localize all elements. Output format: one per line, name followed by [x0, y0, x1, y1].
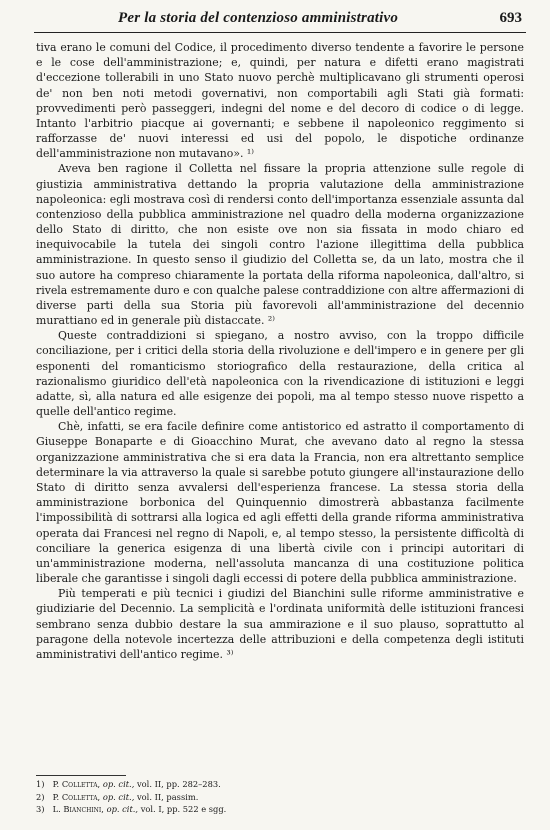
- footnote: [36, 778, 336, 791]
- page-number: 693: [499, 10, 522, 26]
- paragraph: Più temperati e più tecnici i giudizi del Bianchini sulle riforme amministrative e giudiziarie del Decennio. La semplicità e l'ordinata uniformità delle istituzioni francesi sembrano senza dubbio destare la sua ammirazione e il suo plauso, soprattutto al paragone della notevole incertezza delle attribuzioni e della competenza degli istituti amministrativi dell'antico regime. ³⁾: [36, 587, 524, 661]
- paragraph: Chè, infatti, se era facile definire come antistorico ed astratto il comportamento di Giuseppe Bonaparte e di Gioacchino Murat, che avevano dato al regno la stessa organizzazione amministrativa che si era data la Francia, non era altrettanto semplice determinare la via attraverso la quale si sarebbe potuto giungere all'instaurazione dello Stato di diritto senza avvalersi dell'esperienza francese. La stessa storia della amministrazione borbonica del Quinquennio dimostrerà abbastanza facilmente l'impossibilità di sottrarsi alla logica ed agli effetti della grande riforma amministrativa operata dai Francesi nel regno di Napoli, e, al tempo stesso, la persistente difficoltà di conciliare la generica esigenza di una libertà civile con i principi autoritari di un'amministrazione moderna, nell'assoluta mancanza di una costituzione politica liberale che garantisse i singoli dagli eccessi di potere della pubblica amministrazione.: [36, 420, 524, 586]
- footnote-cit: op. cit.,: [102, 791, 135, 802]
- footnote-ref: vol. II, passim.: [136, 791, 199, 802]
- footnote-number: 3): [36, 804, 45, 815]
- footnotes: [36, 778, 336, 816]
- footnote-author: L. Bianchini,: [52, 804, 104, 815]
- footnote-cit: op. cit.,: [102, 779, 135, 789]
- footnote-number: 2): [36, 791, 45, 802]
- running-title: Per la storia del contenzioso amministrativo: [118, 10, 399, 26]
- footnote: [36, 803, 336, 816]
- footnote-number: 1): [36, 779, 45, 789]
- paragraph: Aveva ben ragione il Colletta nel fissare la propria attenzione sulle regole di giustizia amministrativa dettando la propria valutazione della amministrazione napoleonica: egli mostrava così di rendersi conto dell'importanza essenziale assunta dal contenzioso della pubblica amministrazione nel quadro della moderna organizzazione dello Stato di diritto, che non esiste ove non sia fissata in modo chiaro ed inequivocabile la tutela dei singoli contro l'azione illegittima della pubblica amministrazione. In questo senso il giudizio del Colletta se, da un lato, mostra che il suo autore ha compreso chiaramente la portata della riforma napoleonica, dall'altro, si rivela estremamente duro e con qualche palese contraddizione con altre affermazioni di diverse parti della sua Storia più favorevoli all'amministrazione del decennio murattiano ed in generale più distaccate. ²⁾: [36, 162, 524, 328]
- footnote-author: P. Colletta,: [52, 791, 101, 802]
- footnote: [36, 791, 336, 804]
- page-header: [34, 6, 526, 33]
- footnote-divider: [36, 775, 126, 776]
- footnote-author: P. Colletta,: [52, 779, 101, 789]
- footnote-cit: op. cit.,: [106, 804, 139, 815]
- paragraph: Queste contraddizioni si spiegano, a nostro avviso, con la troppo difficile conciliazione, per i critici della storia della rivoluzione e dell'impero e in genere per gli esponenti del romanticismo storiografico della restaurazione, della critica al razionalismo giuridico dell'età napoleonica con la rivendicazione di istituzioni e leggi adatte, sì, alla natura ed alle esigenze dei popoli, ma al tempo stesso nuove rispetto a quelle dell'antico regime.: [36, 329, 524, 419]
- footnote-ref: vol. II, pp. 282–283.: [136, 779, 221, 789]
- paragraph: tiva erano le comuni del Codice, il procedimento diverso tendente a favorire le persone e le cose dell'amministrazione; e, quindi, per natura e difetti erano magistrati d'eccezione tollerabili in uno Stato nuovo perchè multiplicavano gli strumenti operosi de' non ben noti metodi governativi, non comportabili agli Stati già formati: provvedimenti però passeggeri, indegni del nome e del decoro di codice o di legge. Intanto l'arbitrio piacque ai governanti; e sebbene il napoleonico reggimento si rafforzasse de' nuovi interessi ed usi del popolo, le dispotiche ordinanze dell'amministrazione non mutavano». ¹⁾: [36, 41, 524, 161]
- footnote-ref: vol. I, pp. 522 e sgg.: [140, 804, 227, 815]
- body-text: [36, 40, 524, 662]
